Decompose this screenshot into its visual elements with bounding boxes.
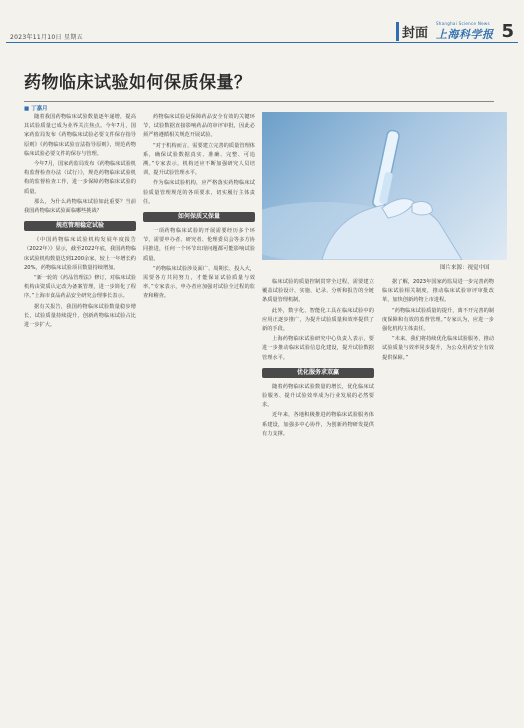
gloved-hand-test-tube-icon [262,112,507,260]
paragraph: 那么，为什么药物临床试验如此重要？当前我国药物临床试验面临哪些挑战？ [24,198,136,215]
text-column-2 [143,113,255,303]
paragraph: 《中国药物临床试验机构发展年度报告（2022年）》显示，截至2022年底，我国药物临床试验机构数量达到1200余家，较上一年增长约20%，药物临床试验项目数量持续增加。 [24,237,136,271]
paragraph: 作为临床试验机构，应严格落实药物临床试验质量管理规范的各项要求，切实履行主体责任。 [143,180,255,205]
paragraph: 一项药物临床试验的开展需要经历多个环节，需要申办者、研究者、伦理委员会等多方协同推进，任何一个环节出现问题都可能影响试验质量。 [143,228,255,262]
text-column-1 [24,113,136,331]
paragraph: “对于机构而言，需要建立完善的质量管理体系，确保试验数据真实、准确、完整、可追溯。”专家表示，机构还应不断加强研究人员培训，提升试验管理水平。 [143,142,255,177]
paragraph: 近年来，各地积极推进药物临床试验服务体系建设，加强多中心协作，为创新药物研发提供有力支撑。 [262,412,374,437]
paragraph: 今年7月，国家药监局发布《药物临床试验机构监督检查办法（试行）》，规范药物临床试验机构的监督检查工作，进一步保障药物临床试验的质量。 [24,161,136,195]
paragraph: 随着我国药物临床试验数量逐年递增，提高其试验质量已成为业界关注焦点。今年7月，国家药监局发布《药物临床试验必要文件保存指导原则》《药物临床试验盲法指导原则》，规范药物临床试验必要文件的保存与管理。 [24,114,136,157]
section-name: 封面 [396,22,428,41]
paragraph: “未来，我们将持续优化临床试验服务，推动试验质量与效率同步提升，为公众用药安全有效提供保障。” [382,336,494,361]
paragraph: 据了解，2023年国家药监局进一步完善药物临床试验相关制度，推动临床试验审评审批改革，加快创新药物上市进程。 [382,279,494,304]
paragraph: “药物临床试验涉及面广、周期长、投入大，需要各方共同努力，才能保证试验质量与效率。”专家表示，申办者应加强对试验全过程的监查和稽查。 [143,265,255,300]
issue-date: 2023年11月10日 星期五 [10,34,83,41]
photo-caption: 图片来源：视觉中国 [440,265,490,271]
subheading: 如何保质又保量 [143,212,255,222]
logo-chinese: 上海科学报 [435,27,494,41]
paragraph: 上海药物临床试验研究中心负责人表示，要进一步推动临床试验信息化建设，提升试验数据管理水平。 [262,336,374,361]
article-byline: ■ 丁嘉月 [24,101,494,112]
paragraph: 随着药物临床试验数量的增长，优化临床试验服务、提升试验效率成为行业发展的必然要求。 [262,383,374,409]
article-title: 药物临床试验如何保质保量？ [24,73,252,93]
subheading: 规范管理稳定试验 [24,221,136,231]
paragraph: 此外，数字化、智能化工具在临床试验中的应用正逐步推广，为提升试验质量和效率提供了新的手段。 [262,307,374,333]
header-right [396,20,514,42]
paragraph: 临床试验的质量控制贯穿全过程，需要建立覆盖试验设计、实施、记录、分析和报告的全链条质量管理机制。 [262,279,374,304]
logo-english: Shanghai Science News [435,20,490,26]
text-column-3 [262,278,374,440]
text-column-4 [382,278,494,364]
paragraph: 据有关报告，我国药物临床试验数量稳步增长，试验质量持续提升，创新药物临床试验占比进一步扩大。 [24,303,136,329]
article-photo [262,112,507,260]
subheading: 优化服务求双赢 [262,368,374,378]
newspaper-logo [436,21,494,42]
paragraph: “新一轮的《药品管理法》修订，对临床试验机构由资质认定改为备案管理，进一步简化了程序。”上海市食品药品安全研究会理事长表示。 [24,275,136,300]
paragraph: “药物临床试验质量的提升，离不开完善的制度保障和有效的监督管理。”专家认为，应进一步强化机构主体责任。 [382,307,494,333]
page-header [6,20,518,43]
paragraph: 药物临床试验是保障药品安全有效的关键环节，试验数据直接影响药品的审评审批，因此必须严格遵循相关规范开展试验。 [143,114,255,139]
page-number: 5 [501,20,514,42]
